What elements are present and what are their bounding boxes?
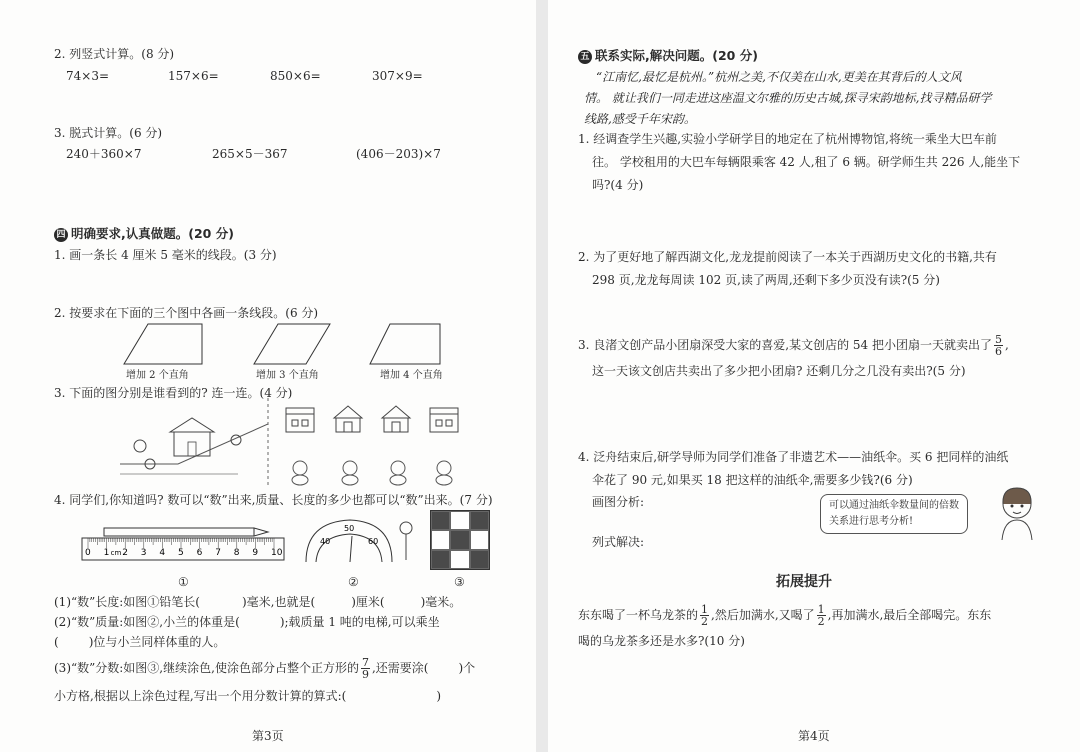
section-4-badge: 四: [54, 228, 68, 242]
q2-block: [578, 246, 997, 292]
house-view-icon: [430, 408, 458, 432]
grid-cell: [450, 530, 469, 549]
page-number: 第3页: [252, 729, 284, 743]
q3-item: (406－203)×7: [356, 147, 441, 161]
page-number: 第4页: [798, 729, 830, 743]
intro-line: “江南忆,最忆是杭州。”杭州之美,不仅美在山水,更美在其背后的人文风: [596, 70, 962, 84]
q2-item: 74×3=: [66, 69, 110, 83]
section-4-title: 明确要求,认真做题。(20 分): [71, 226, 234, 241]
q4-line: 伞花了 90 元,如果买 18 把这样的油纸伞,需要多少钱?(6 分): [592, 473, 913, 487]
grid-cell: [470, 530, 489, 549]
q4-line: 4. 泛舟结束后,研学导师为同学们准备了非遗艺术——油纸伞。买 6 把同样的油纸: [578, 450, 1009, 464]
house-view-icon: [334, 406, 362, 432]
intro-line: 情。 就让我们一同走进这座温文尔雅的历史古城,探寻宋韵地标,找寻精品研学: [584, 91, 992, 105]
grid-cell: [431, 511, 450, 530]
draw-label: 画图分析:: [592, 495, 645, 509]
q1-line: 1. 经调查学生兴趣,实验小学研学目的地定在了杭州博物馆,将统一乘坐大巴车前: [578, 132, 997, 146]
ruler-tick-label: 6: [196, 548, 203, 558]
extension-title: 拓展提升: [776, 574, 832, 590]
ruler-tick-label: 1: [103, 548, 110, 558]
grid-cell: [450, 550, 469, 569]
house-view-icon: [286, 408, 314, 432]
q1-line: 往。 学校租用的大巴车每辆限乘客 42 人,租了 6 辆。研学师生共 226 人,能坐下: [592, 155, 1021, 169]
page-3: [0, 0, 536, 752]
q2-item: 850×6=: [270, 69, 321, 83]
p2-text: );载质量 1 吨的电梯,可以乘坐: [279, 615, 440, 629]
q3-line: 这一天该文创店共卖出了多少把小团扇? 还剩几分之几没有卖出?(5 分): [592, 364, 966, 378]
q3-item: 240＋360×7: [66, 147, 142, 161]
s4-q1: 1. 画一条长 4 厘米 5 毫米的线段。(3 分): [54, 248, 277, 262]
ruler-tick-label: 8: [233, 548, 240, 558]
extension-line: 东东喝了一杯乌龙茶的 $\frac{1}{2}$ ,然后加满水,又喝了 $\frac{1}{2}$ ,再加满水,最后全部喝完。东东: [578, 603, 992, 628]
q2-item: 307×9=: [372, 69, 423, 83]
grid-cell: [470, 550, 489, 569]
squirrel-icon: [436, 461, 452, 485]
ruler-tick-label: 5: [178, 548, 184, 558]
s4-q2: 2. 按要求在下面的三个图中各画一条线段。(6 分): [54, 306, 319, 320]
ruler-tick-label: 7: [215, 548, 221, 558]
cat-icon: [292, 461, 308, 485]
q2-item: 157×6=: [168, 69, 219, 83]
p3-text: ,还需要涂(: [371, 661, 429, 675]
p2-line: [54, 614, 440, 630]
q2-line: 298 页,龙龙每周读 102 页,读了两周,还剩下多少页没有读?(5 分): [592, 273, 940, 287]
house-view-icon: [382, 406, 410, 432]
p3-text: )个: [458, 661, 476, 675]
intro-line: 线路,感受千年宋韵。: [584, 112, 696, 126]
fraction: $\frac{5}{6}$: [994, 333, 1002, 358]
bird-icon: [342, 461, 358, 485]
shape-label: 增加 4 个直角: [380, 370, 443, 381]
q3-line: 3. 良渚文创产品小团扇深受大家的喜爱,某文创店的 54 把小团扇一天就卖出了 $\frac{5}{6}$ ,: [578, 333, 1009, 358]
fraction: $\frac{1}{2}$: [701, 603, 709, 628]
section-5-badge: 五: [578, 50, 592, 64]
q1-block: [578, 128, 1020, 197]
divider-dashed: [266, 398, 270, 486]
p3-text: (3)“数”分数:如图③,继续涂色,使涂色部分占整个正方形的: [54, 661, 359, 675]
p3-text: ): [436, 689, 442, 703]
ruler-tick-label: 0: [85, 548, 91, 558]
fig-label: ③: [454, 575, 465, 589]
section-5-heading: [578, 48, 758, 64]
grid-cell: [431, 530, 450, 549]
calc-label: 列式解决:: [592, 535, 645, 549]
fig-label: ②: [348, 575, 359, 589]
p1-text: )毫米,也就是(: [242, 595, 316, 609]
q3-title: 3. 脱式计算。(6 分): [54, 126, 163, 140]
animal-figures: [284, 456, 474, 486]
extension-line: 喝的乌龙茶多还是水多?(10 分): [578, 634, 745, 648]
p1-text: )毫米。: [420, 595, 462, 609]
p3-line: [54, 656, 475, 680]
extension-block: [578, 602, 991, 654]
fraction-grid: [430, 510, 490, 570]
shape-figures: [120, 322, 460, 368]
hint-bubble: [820, 494, 968, 534]
fraction: $\frac{1}{2}$: [817, 603, 825, 628]
trapezoid-2: [370, 324, 440, 364]
scale-figure: [300, 514, 420, 570]
girl-avatar-icon: [992, 484, 1042, 542]
p3-text: 小方格,根据以上涂色过程,写出一个用分数计算的算式:(: [54, 689, 347, 703]
shape-label: 增加 3 个直角: [256, 370, 319, 381]
cat-icon: [134, 440, 146, 452]
grid-cell: [450, 511, 469, 530]
p2-line2: ( )位与小兰同样体重的人。: [54, 635, 226, 649]
ruler-tick-label: 2: [122, 548, 128, 558]
ruler-tick-labels: [80, 544, 290, 558]
ruler-tick-label: 3: [140, 548, 147, 558]
s4-q3: 3. 下面的图分别是谁看到的? 连一连。(4 分): [54, 386, 293, 400]
house-views: [284, 404, 474, 436]
p1-text: (1)“数”长度:如图①铅笔长(: [54, 595, 200, 609]
p1-line: [54, 594, 461, 610]
p2-text: (2)“数”质量:如图②,小兰的体重是(: [54, 615, 240, 629]
dog-icon: [390, 461, 406, 485]
q3-item: 265×5－367: [212, 147, 288, 161]
girl-icon: [400, 522, 412, 534]
parallelogram: [254, 324, 330, 364]
q3-block: [578, 332, 1009, 384]
s4-q4: 4. 同学们,你知道吗? 数可以“数”出来,质量、长度的多少也都可以“数”出来。(7 分): [54, 493, 493, 507]
intro-paragraph: [584, 67, 991, 130]
shape-label: 增加 2 个直角: [126, 370, 189, 381]
p1-text: )厘米(: [351, 595, 385, 609]
page-4: [548, 0, 1080, 752]
q1-line: 吗?(4 分): [592, 178, 644, 192]
ruler-unit: cm: [110, 549, 122, 557]
scene-illustration: [118, 404, 268, 484]
q2-title: 2. 列竖式计算。(8 分): [54, 47, 175, 61]
hint-line: 关系进行思考分析!: [829, 516, 914, 527]
section-4-heading: [54, 226, 234, 242]
grid-cell: [470, 511, 489, 530]
q4-block: [578, 446, 1008, 492]
q2-line: 2. 为了更好地了解西湖文化,龙龙提前阅读了一本关于西湖历史文化的书籍,共有: [578, 250, 997, 264]
scale-num: 40: [320, 537, 331, 546]
ruler-tick-label: 9: [252, 548, 259, 558]
pencil-icon: [104, 528, 254, 536]
p2-text: )位与小兰同样体重的人。: [88, 635, 226, 649]
hint-line: 可以通过油纸伞数量间的倍数: [829, 500, 959, 511]
grid-cell: [431, 550, 450, 569]
fraction: $\frac{7}{9}$: [361, 656, 369, 681]
trapezoid-1: [124, 324, 202, 364]
ruler-tick-label: 10: [271, 548, 283, 558]
scale-num: 60: [368, 537, 379, 546]
p3-line2: [54, 688, 441, 704]
fig-label: ①: [178, 575, 189, 589]
section-5-title: 联系实际,解决问题。(20 分): [595, 48, 758, 63]
ruler-tick-label: 4: [159, 548, 166, 558]
ruler-figure: [80, 520, 290, 566]
scale-num: 50: [344, 524, 355, 533]
